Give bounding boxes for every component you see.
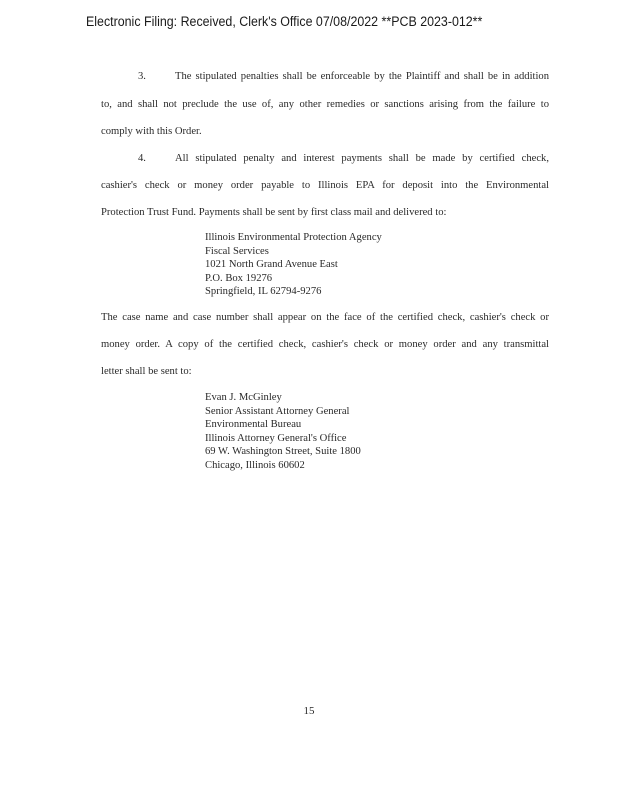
payment-address-line-1: Illinois Environmental Protection Agency [205,232,382,243]
case-paragraph-line-3 [101,358,549,386]
attorney-address-line-5: 69 W. Washington Street, Suite 1800 [205,446,361,457]
paragraph-3-number: 3. [138,71,146,82]
case-paragraph-text-3: letter shall be sent to: [101,366,192,377]
paragraph-3-line-2 [101,91,549,119]
paragraph-3-line-3 [101,118,549,146]
attorney-address-line-6: Chicago, Illinois 60602 [205,459,305,471]
attorney-address-line-4: Illinois Attorney General's Office [205,432,347,444]
case-paragraph-text-2: money order. A copy of the certified check, cashier's check or money order and any transmittal [101,339,549,350]
case-paragraph-text-1: The case name and case number shall appear on the face of the certified check, cashier's check or [101,312,549,323]
paragraph-4-line-1 [101,145,549,173]
paragraph-4-number: 4. [138,153,146,164]
attorney-address-line-2: Senior Assistant Attorney General [205,405,350,417]
paragraph-3-text-2: to, and shall not preclude the use of, any other remedies or sanctions arising from the failure to [101,99,549,110]
payment-address-line-4: P.O. Box 19276 [205,272,273,284]
paragraph-4-line-3 [101,199,549,227]
case-paragraph-line-1 [101,304,549,332]
paragraph-3-text-1: The stipulated penalties shall be enforceable by the Plaintiff and shall be in addition [175,71,549,82]
paragraph-3-line-1 [101,63,549,91]
filing-stamp-header: Electronic Filing: Received, Clerk's Office 07/08/2022 **PCB 2023-012** [86,14,483,29]
attorney-address-line-1: Evan J. McGinley [205,392,282,403]
payment-address-block [205,231,382,299]
paragraph-4-text-2: cashier's check or money order payable to Illinois EPA for deposit into the Environmental [101,180,549,191]
case-paragraph-line-2 [101,331,549,359]
payment-address-line-3: 1021 North Grand Avenue East [205,259,338,270]
page-number: 15 [303,705,315,717]
paragraph-3-text-3: comply with this Order. [101,126,202,137]
attorney-address-line-3: Environmental Bureau [205,419,302,430]
paragraph-4-text-3: Protection Trust Fund. Payments shall be sent by first class mail and delivered to: [101,207,447,218]
paragraph-4-text-1: All stipulated penalty and interest payments shall be made by certified check, [175,153,549,164]
payment-address-line-2: Fiscal Services [205,245,269,257]
attorney-address-block [205,391,361,472]
paragraph-4-line-2 [101,172,549,200]
payment-address-line-5: Springfield, IL 62794-9276 [205,286,322,297]
